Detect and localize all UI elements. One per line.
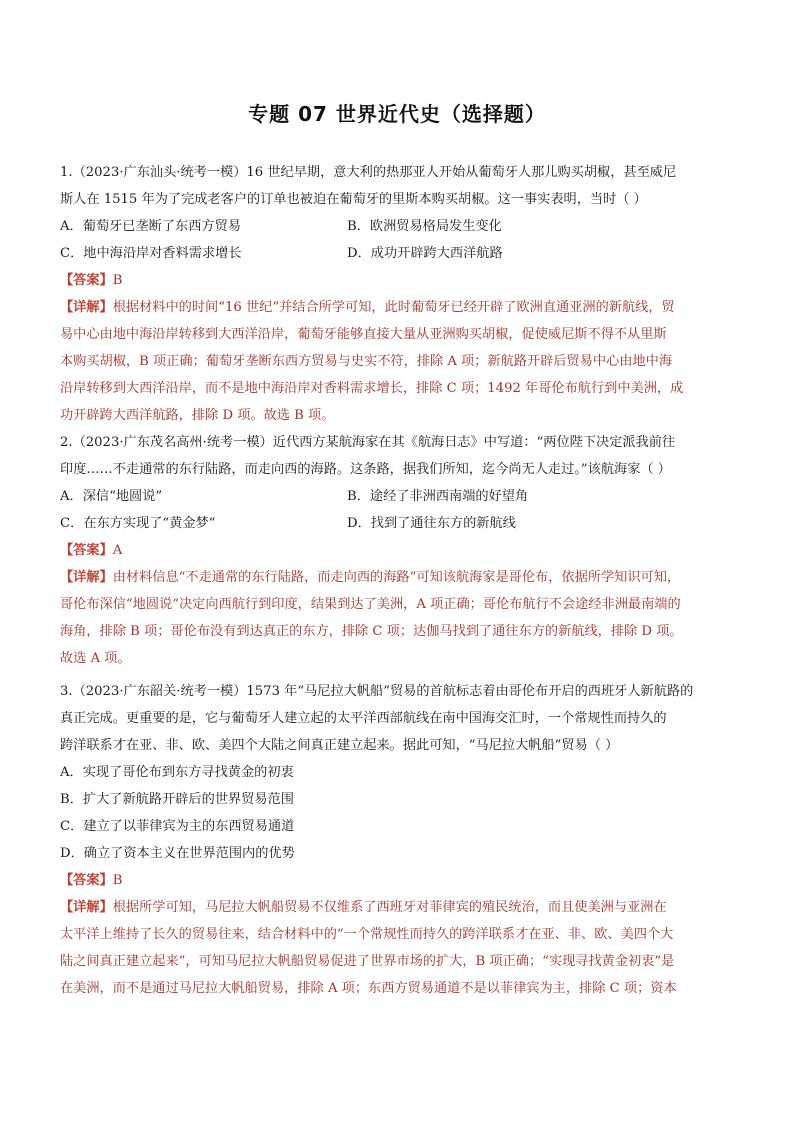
q2-detail-tag: 【详解】 [60,570,113,585]
q3-detail-text-1: 根据所学可知，马尼拉大帆船贸易不仅维系了西班牙对菲律宾的殖民统治，而且使美洲与亚洲在 [112,900,667,915]
q2-options-row-2 [60,510,736,537]
q1-option-a: A．葡萄牙已垄断了东西方贸易 [60,219,241,234]
q1-option-c: C．地中海沿岸对香料需求增长 [60,246,242,261]
page-title: 专题 07 世界近代史（选择题） [248,102,546,126]
q2-detail-text-1: 由材料信息“不走通常的东行陆路，而走向西的海路”可知该航海家是哥伦布，依据所学知识可知， [112,570,681,585]
q3-detail-line-2: 太平洋上维持了长久的贸易往来，结合材料中的“一个常规性而持久的跨洋联系才在亚、非、欧、美四个大 [60,927,674,942]
q2-option-d: D．找到了通往东方的新航线 [347,516,516,531]
q3-answer-value: B [112,873,123,888]
q2-stem-line-1: 2.（2023·广东茂名高州·统考一模）近代西方某航海家在其《航海日志》中写道：“两位陛下决定派我前往 [60,435,676,450]
q1-options-row-1 [60,213,736,240]
q1-answer-tag: 【答案】 [60,273,113,288]
q2-answer-tag: 【答案】 [60,543,113,558]
q3-detail-line-1 [60,894,736,921]
q3-detail-line-3: 陆之间真正建立起来”，可知马尼拉大帆船贸易促进了世界市场的扩大，B 项正确；“实现寻找黄金初衷”是 [60,954,675,969]
q2-detail-line-4: 故选 A 项。 [60,651,131,666]
q3-answer [60,867,736,894]
q2-options-row-1 [60,483,736,510]
q2-detail-line-2: 哥伦布深信“地圆说”决定向西航行到印度，结果到达了美洲，A 项正确；哥伦布航行不会途经非洲最南端的 [60,597,681,612]
q1-detail-line-3: 本购买胡椒，B 项正确；葡萄牙垄断东西方贸易与史实不符，排除 A 项；新航路开辟后贸易中心由地中海 [60,354,673,369]
q3-option-c: C．建立了以菲律宾为主的东西贸易通道 [60,819,295,834]
q1-stem-line-1: 1.（2023·广东汕头·统考一模）16 世纪早期，意大利的热那亚人开始从葡萄牙人那儿购买胡椒，甚至威尼 [60,165,677,180]
q1-option-d: D．成功开辟跨大西洋航路 [347,246,503,261]
q2-stem-line-2: 印度……不走通常的东行陆路，而走向西的海路。这条路，据我们所知，迄今尚无人走过。”该航海家（ ） [60,462,671,477]
q1-detail-text-1: 根据材料中的时间“16 世纪”并结合所学可知，此时葡萄牙已经开辟了欧洲直通亚洲的新航线，贸 [112,300,675,315]
q3-detail-tag: 【详解】 [60,900,113,915]
q3-stem-line-3: 跨洋联系才在亚、非、欧、美四个大陆之间真正建立起来。据此可知，“马尼拉大帆船”贸易（ ） [60,738,619,753]
q1-detail-line-5: 功开辟跨大西洋航路，排除 D 项。故选 B 项。 [60,408,335,423]
q1-options-row-2 [60,240,736,267]
q3-stem-line-1: 3.（2023·广东韶关·统考一模）1573 年“马尼拉大帆船”贸易的首航标志着由哥伦布开启的西班牙人新航路的 [60,684,694,699]
q2-detail-line-3: 海角，排除 B 项；哥伦布没有到达真正的东方，排除 C 项；达伽马找到了通往东方的新航线，排除 D 项。 [60,624,683,639]
q2-option-b: B．途经了非洲西南端的好望角 [347,489,529,504]
q3-detail-line-4: 在美洲，而不是通过马尼拉大帆船贸易，排除 A 项；东西方贸易通道不是以菲律宾为主，排除 C 项；资本 [60,981,677,996]
q3-option-d: D．确立了资本主义在世界范围内的优势 [60,846,295,861]
q1-detail-line-1 [60,294,736,321]
q3-stem-line-2: 真正完成。更重要的是，它与葡萄牙人建立起的太平洋西部航线在南中国海交汇时，一个常规性而持久的 [60,711,667,726]
q2-option-a: A．深信“地圆说” [60,489,163,504]
q1-detail-line-4: 沿岸转移到大西洋沿岸，而不是地中海沿岸对香料需求增长，排除 C 项；1492 年哥伦布航行到中美洲，成 [60,381,684,396]
q3-answer-tag: 【答案】 [60,873,113,888]
q1-answer-value: B [112,273,123,288]
q1-detail-tag: 【详解】 [60,300,113,315]
q3-option-b: B．扩大了新航路开辟后的世界贸易范围 [60,792,294,807]
q2-detail-line-1 [60,564,736,591]
q2-option-c: C．在东方实现了“黄金梦” [60,516,216,531]
q2-answer-value: A [112,543,123,558]
q1-detail-line-2: 易中心由地中海沿岸转移到大西洋沿岸，葡萄牙能够直接大量从亚洲购买胡椒，促使威尼斯不得不从里斯 [60,327,667,342]
q2-answer [60,537,736,564]
q1-stem-line-2: 斯人在 1515 年为了完成老客户的订单也被迫在葡萄牙的里斯本购买胡椒。这一事实表明，当时（ ） [60,192,647,207]
q1-answer [60,267,736,294]
q1-option-b: B．欧洲贸易格局发生变化 [347,219,502,234]
q3-option-a: A．实现了哥伦布到东方寻找黄金的初衷 [60,765,294,780]
